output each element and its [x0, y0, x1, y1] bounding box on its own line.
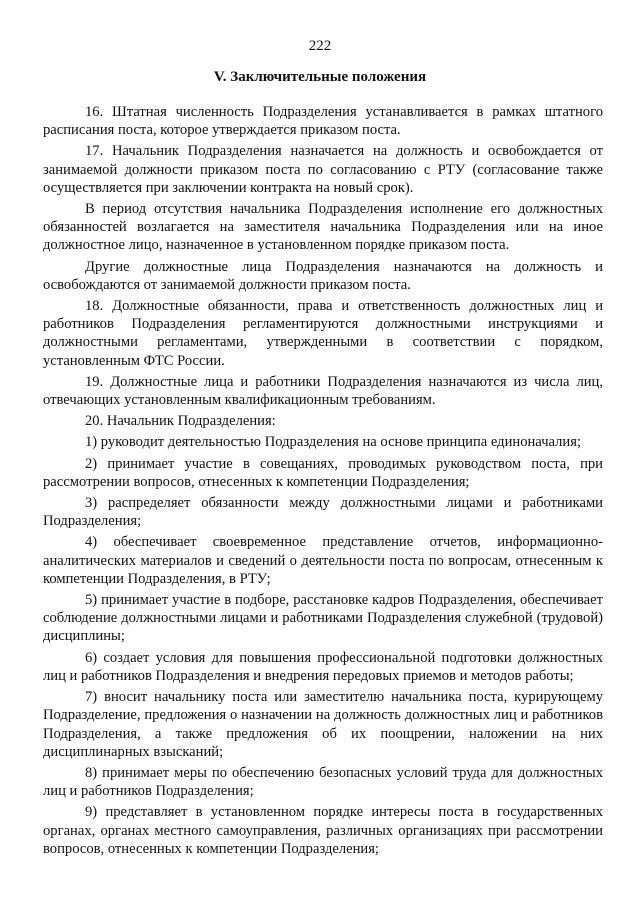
list-item-5: 5) принимает участие в подборе, расстановке кадров Подразделения, обеспечивает соблюдение должностными лицами и работниками Подразделения служебной (трудовой) дисциплины; [43, 592, 603, 645]
paragraph-17-absence: В период отсутствия начальника Подразделения исполнение его должностных обязанностей возлагается на заместителя начальника Подразделения или на иное должностное лицо, назначенное в установленном порядке приказом поста. [43, 201, 603, 254]
list-item-4: 4) обеспечивает своевременное представление отчетов, информационно-аналитических материалов и сведений о деятельности поста по вопросам, отнесенным к компетенции Подразделения, в РТУ; [43, 534, 603, 587]
list-item-6: 6) создает условия для повышения профессиональной подготовки должностных лиц и работников Подразделения и внедрения передовых приемов и методов работы; [43, 649, 603, 684]
list-item-8: 8) принимает меры по обеспечению безопасных условий труда для должностных лиц и работников Подразделения; [43, 764, 603, 800]
document-body [43, 103, 603, 858]
list-item-1: 1) руководит деятельностью Подразделения на основе принципа единоначалия; [85, 434, 582, 451]
section-title: V. Заключительные положения [213, 69, 427, 85]
paragraph-19: 19. Должностные лица и работники Подразделения назначаются из числа лиц, отвечающих установленным квалификационным требованиям. [43, 373, 603, 409]
page-number: 222 [308, 38, 332, 54]
paragraph-17: 17. Начальник Подразделения назначается на должность и освобождается от занимаемой должности приказом поста по согласованию с РТУ (согласование также осуществляется при заключении контракта на новый срок). [43, 143, 603, 196]
paragraph-18: 18. Должностные обязанности, права и ответственность должностных лиц и работников Подразделения регламентируются должностными инструкциями и должностными регламентами, утвержденными в соответствии с порядком, установленным ФТС России. [43, 298, 603, 369]
list-item-7: 7) вносит начальнику поста или заместителю начальника поста, курирующему Подразделение, предложения о назначении на должность должностных лиц и работников Подразделения, а также предложения об их поощрении, наложении на них дисциплинарных взысканий; [43, 689, 603, 760]
list-item-9: 9) представляет в установленном порядке интересы поста в государственных органах, органах местного самоуправления, различных организациях при рассмотрении вопросов, отнесенных к компетенции Подразделения; [43, 804, 603, 857]
list-item-3: 3) распределяет обязанности между должностными лицами и работниками Подразделения; [43, 495, 603, 530]
paragraph-17-others: Другие должностные лица Подразделения назначаются на должность и освобождаются от занимаемой должности приказом поста. [43, 258, 603, 293]
paragraph-16: 16. Штатная численность Подразделения устанавливается в рамках штатного расписания поста, которое утверждается приказом поста. [43, 104, 603, 139]
paragraph-20: 20. Начальник Подразделения: [85, 413, 276, 430]
list-item-2: 2) принимает участие в совещаниях, проводимых руководством поста, при рассмотрении вопросов, отнесенных к компетенции Подразделения; [43, 455, 603, 490]
